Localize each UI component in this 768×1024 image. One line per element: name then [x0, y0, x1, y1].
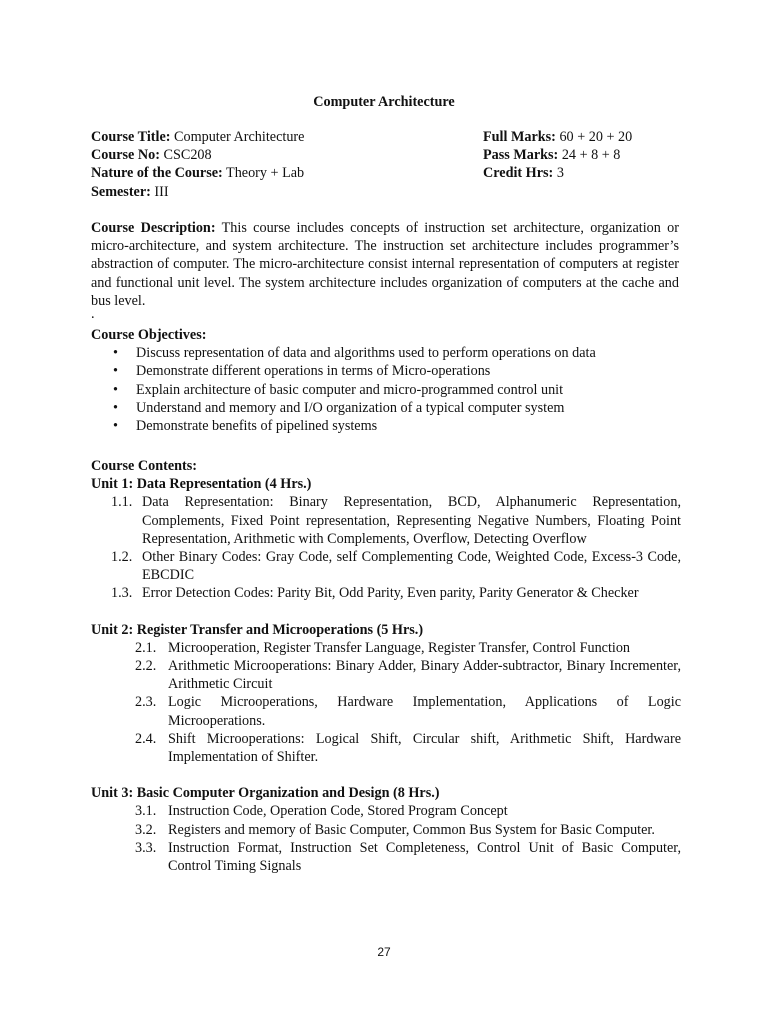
item-number: 2.4.: [135, 730, 157, 747]
page-number: 27: [377, 945, 391, 959]
full-marks-value: 60 + 20 + 20: [555, 129, 633, 145]
item-number: 2.3.: [135, 694, 157, 711]
semester-label: Semester:: [91, 183, 151, 200]
item-text: Registers and memory of Basic Computer, Common Bus System for Basic Computer.: [168, 821, 655, 838]
item-number: 1.2.: [111, 549, 133, 566]
bullet-icon: •: [113, 399, 118, 416]
item-number: 2.1.: [135, 639, 157, 656]
bullet-icon: •: [113, 418, 118, 435]
unit-item: [91, 821, 681, 839]
bullet-icon: •: [113, 381, 118, 398]
objective-item: [91, 362, 681, 380]
objective-text: Understand and memory and I/O organization of a typical computer system: [136, 399, 565, 416]
unit-item: [91, 730, 681, 766]
objective-text: Demonstrate benefits of pipelined systems: [136, 418, 378, 435]
credit-hours-value: 3: [553, 165, 564, 182]
unit-title: [91, 621, 681, 639]
unit-2: [91, 621, 681, 767]
course-meta-right: [483, 128, 683, 183]
unit-item: [91, 493, 681, 548]
credit-hours-row: [483, 164, 683, 182]
unit-title: [91, 784, 681, 802]
bullet-icon: •: [113, 363, 118, 380]
contents-heading-text: Course Contents:: [91, 458, 198, 474]
course-title-label: Course Title:: [91, 129, 171, 145]
course-nature-row: [91, 164, 451, 182]
bullet-icon: •: [113, 345, 118, 362]
objective-item: [91, 399, 681, 417]
item-text: Logic Microoperations, Hardware Implementation, Applications of Logic Microoperations.: [168, 694, 681, 729]
item-number: 3.1.: [135, 803, 157, 820]
full-marks-label: Full Marks:: [483, 129, 556, 145]
item-number: 2.2.: [135, 658, 157, 675]
course-title-value: Computer Architecture: [170, 129, 305, 145]
contents-heading: [91, 457, 681, 475]
pass-marks-row: [483, 146, 683, 164]
item-number: 1.1.: [111, 494, 133, 511]
course-no-value: CSC208: [159, 147, 212, 164]
semester-row: [91, 183, 451, 201]
unit-item: [91, 693, 681, 729]
spacer: [91, 766, 681, 784]
item-text: Data Representation: Binary Representation, BCD, Alphanumeric Representation, Complements, Fixed Point representation, Representing Negative Numbers, Floating Point Representation, Arithmetic with Complements, Overflow, Detecting Overflow: [142, 494, 681, 547]
item-text: Arithmetic Microoperations: Binary Adder, Binary Adder-subtractor, Binary Incrementer, Arithmetic Circuit: [168, 658, 681, 693]
unit-item: [91, 839, 681, 875]
unit-title-text: Unit 1: Data Representation (4 Hrs.): [91, 476, 312, 493]
unit-item: [91, 548, 681, 584]
full-marks-row: [483, 128, 683, 146]
unit-item: [91, 802, 681, 820]
course-nature-value: Theory + Lab: [222, 165, 305, 182]
objective-item: [91, 381, 681, 399]
course-meta-left: [91, 128, 451, 201]
course-description-label: Course Description:: [91, 220, 216, 236]
stray-dot: .: [91, 306, 95, 322]
unit-title-text: Unit 2: Register Transfer and Microoperations (5 Hrs.): [91, 621, 424, 638]
semester-value: III: [150, 183, 169, 200]
unit-item: [91, 584, 681, 602]
objective-text: Discuss representation of data and algorithms used to perform operations on data: [136, 345, 596, 362]
objective-text: Explain architecture of basic computer and micro-programmed control unit: [136, 381, 564, 398]
item-number: 3.2.: [135, 821, 157, 838]
objective-item: [91, 417, 681, 435]
item-number: 3.3.: [135, 839, 157, 856]
course-objectives: [91, 326, 681, 435]
objectives-heading-text: Course Objectives:: [91, 327, 207, 343]
page-title: Computer Architecture: [313, 94, 455, 110]
pass-marks-value: 24 + 8 + 8: [558, 147, 621, 164]
course-description-text: This course includes concepts of instruction set architecture, organization or micro-architecture, and system architecture. The instruction set architecture includes programmer’s abstraction of computer. The micro-architecture consist internal representation of computers at register and functional unit level. The system architecture includes organization of computers at the cache and bus level.: [91, 220, 679, 309]
objectives-heading: [91, 326, 681, 344]
unit-title-text: Unit 3: Basic Computer Organization and Design (8 Hrs.): [91, 785, 440, 802]
item-text: Other Binary Codes: Gray Code, self Complementing Code, Weighted Code, Excess-3 Code, EBCDIC: [142, 549, 681, 584]
item-text: Instruction Code, Operation Code, Stored Program Concept: [168, 803, 508, 820]
objective-item: [91, 344, 681, 362]
item-text: Error Detection Codes: Parity Bit, Odd Parity, Even parity, Parity Generator & Checker: [142, 585, 639, 602]
item-text: Instruction Format, Instruction Set Completeness, Control Unit of Basic Computer, Control Timing Signals: [168, 839, 681, 875]
unit-1: [91, 475, 681, 602]
item-text: Shift Microoperations: Logical Shift, Circular shift, Arithmetic Shift, Hardware Implementation of Shifter.: [168, 730, 681, 766]
course-contents: [91, 457, 681, 875]
course-no-row: [91, 146, 451, 164]
course-meta: [91, 128, 681, 208]
unit-item: [91, 657, 681, 693]
credit-hours-label: Credit Hrs:: [483, 165, 554, 182]
unit-3: [91, 784, 681, 875]
unit-title: [91, 475, 681, 493]
spacer: [91, 603, 681, 621]
course-no-label: Course No:: [91, 147, 160, 164]
objectives-list: [91, 344, 681, 435]
objective-text: Demonstrate different operations in terms of Micro-operations: [136, 363, 491, 380]
course-title-row: [91, 128, 451, 146]
item-number: 1.3.: [111, 585, 133, 602]
course-nature-label: Nature of the Course:: [91, 165, 223, 182]
pass-marks-label: Pass Marks:: [483, 147, 559, 164]
item-text: Microoperation, Register Transfer Language, Register Transfer, Control Function: [168, 639, 631, 656]
unit-item: [91, 639, 681, 657]
course-description: [91, 219, 679, 310]
